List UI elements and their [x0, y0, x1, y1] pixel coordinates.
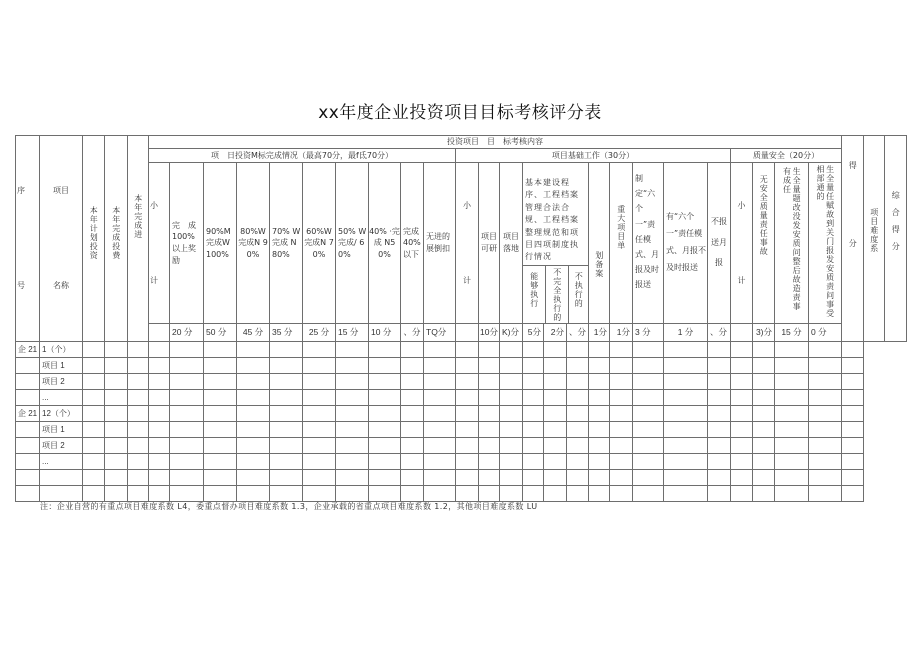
row-seq — [16, 438, 40, 454]
plan-invest-label: 本年计划投资 — [89, 206, 99, 260]
row-seq — [16, 390, 40, 406]
score-cell: 3)分 — [753, 324, 775, 342]
assessment-group-header: 投资项目 目 标考核内容 — [149, 136, 842, 149]
page-title: xx年度企业投资项目目标考核评分表 — [318, 103, 602, 123]
score-cell: 1 分 — [664, 324, 708, 342]
s2-col-partial-execute-label: 不完全执行的 — [552, 268, 562, 322]
subtotal-bottom: 计 — [463, 275, 471, 285]
s2-procedure-group — [523, 163, 589, 324]
s3-col-unreported-label: 生全量任赋故到关门报发安质责问事受相部通的 — [816, 165, 835, 318]
difficulty-label: 项目难度系 — [869, 208, 879, 253]
total-label: 综合得分 — [891, 191, 901, 259]
s1-col-50-60: 50% W完成/ 60% — [336, 163, 369, 324]
subtotal-bottom: 计 — [737, 275, 746, 285]
row-seq — [16, 422, 40, 438]
score-cell: 50 分 — [204, 324, 237, 342]
row-seq: 企 21 — [16, 342, 40, 358]
name-header — [40, 136, 83, 342]
score-cell: 0 分 — [809, 324, 842, 342]
s1-col-100plus: 完 成 100% 以上奖励 — [170, 163, 204, 324]
score-cell: 、分 — [708, 324, 731, 342]
name-header-bottom: 名称 — [53, 281, 69, 291]
name-header-top: 项目 — [53, 186, 69, 196]
table-row — [16, 422, 907, 438]
s2-col-six-one: 制定“六个一”责任模式、月报及时报送 — [633, 163, 664, 324]
section3-header: 质量安全（20分） — [731, 149, 842, 163]
score-cell: 10分 — [479, 324, 500, 342]
row-name[interactable] — [40, 486, 83, 502]
row-name[interactable]: 项目 1 — [40, 422, 83, 438]
s1-subtotal-score — [149, 324, 170, 342]
score-cell: 35 分 — [270, 324, 303, 342]
s1-col-70-80: 70% W 完成 N 80% — [270, 163, 303, 324]
table-row — [16, 486, 907, 502]
row-name[interactable] — [40, 470, 83, 486]
s1-col-no-progress: 无进的展倒扣 — [424, 163, 456, 324]
score-cell: 、分 — [567, 324, 589, 342]
score-cell: 15 分 — [336, 324, 369, 342]
table-row — [16, 438, 907, 454]
score-cell: 45 分 — [237, 324, 270, 342]
table-row — [16, 470, 907, 486]
score-cell: 20 分 — [170, 324, 204, 342]
row-name[interactable]: 项目 2 — [40, 438, 83, 454]
table-row — [16, 406, 907, 422]
row-name[interactable]: 项目 1 — [40, 358, 83, 374]
table-row — [16, 390, 907, 406]
done-invest-label: 本年完成投费 — [111, 206, 121, 260]
plan-invest-header — [83, 136, 105, 342]
seq-header-top: 序 — [17, 186, 25, 196]
row-name[interactable]: ... — [40, 390, 83, 406]
difficulty-header — [864, 136, 885, 342]
score-cell: 5分 — [523, 324, 544, 342]
s2-col-filing — [589, 163, 610, 324]
s2-col-partial-execute — [546, 266, 569, 323]
scoring-table — [15, 135, 907, 502]
section1-subtotal-header — [149, 163, 170, 324]
total-header — [885, 136, 907, 342]
table-row — [16, 358, 907, 374]
row-seq — [16, 486, 40, 502]
s3-col-no-accident — [753, 163, 775, 324]
done-progress-header — [128, 136, 149, 342]
s2-col-major-list-label: 重大项目单 — [616, 205, 626, 250]
section3-subtotal-header — [731, 163, 753, 324]
done-invest-header — [105, 136, 128, 342]
row-name[interactable]: ... — [40, 454, 83, 470]
s2-col-feasibility: 项目可研 — [479, 163, 500, 324]
row-seq: 企 21 — [16, 406, 40, 422]
subtotal-top: 小 — [463, 200, 471, 210]
score-cell: 15 分 — [775, 324, 809, 342]
s2-procedure-group-label: 基本建设程序、工程档案管理合法合规、工程档案整理规范和项目四项制度执行情况 — [523, 163, 588, 266]
score-cell: 1分 — [610, 324, 633, 342]
table-row — [16, 374, 907, 390]
s1-col-below40: 完成 40% 以下 — [401, 163, 424, 324]
s2-col-not-execute — [569, 266, 588, 323]
row-name[interactable]: 12（个） — [40, 406, 83, 422]
s1-col-40-50: 40% ·完成 N50% — [369, 163, 401, 324]
subtotal-top: 小 — [150, 200, 158, 210]
seq-header-bottom: 号 — [17, 281, 25, 291]
score-cell: 1分 — [589, 324, 610, 342]
row-seq — [16, 454, 40, 470]
subtotal-top: 小 — [737, 200, 746, 210]
s2-col-major-list — [610, 163, 633, 324]
s2-col-can-execute — [523, 266, 546, 323]
row-name[interactable]: 项目 2 — [40, 374, 83, 390]
footnote: 注：企业自营的有重点项目难度系数 L4，委重点督办项目难度系数 1.3，企业承载的省重点项目难度系数 1.2，其他项目难度系数 LU — [40, 502, 538, 511]
s2-col-not-execute-label: 不执行的 — [574, 272, 584, 308]
section1-header: 项 日投资M标完成情况（最高70分，最f氐70分） — [149, 149, 456, 163]
score-cell: 、分 — [401, 324, 424, 342]
s2-col-no-report: 不报送月报 — [708, 163, 731, 324]
s1-col-90-100: 90%M 完成W 100% — [204, 163, 237, 324]
s3-col-no-accident-label: 无安全质量责任事故 — [759, 175, 769, 256]
row-name[interactable]: 1（个） — [40, 342, 83, 358]
score-header — [842, 136, 864, 342]
s3-subtotal-score — [731, 324, 753, 342]
subtotal-bottom: 计 — [150, 275, 158, 285]
done-progress-label: 本年完成进 — [133, 194, 143, 239]
s2-col-six-one-late: 有“六个一”责任模式、月报不及时报送 — [664, 163, 708, 324]
section2-subtotal-header — [456, 163, 479, 324]
section2-header: 项目基础工作（30分） — [456, 149, 731, 163]
score-cell: TQ分 — [424, 324, 456, 342]
s3-col-rectified — [775, 163, 809, 324]
s2-col-filing-label: 划备案 — [594, 251, 604, 278]
score-cell: 2分 — [544, 324, 567, 342]
table-row — [16, 342, 907, 358]
score-cell: K)分 — [500, 324, 523, 342]
s2-subtotal-score — [456, 324, 479, 342]
s2-col-landing: 项目落地 — [500, 163, 523, 324]
s2-col-can-execute-label: 能够执行 — [529, 272, 539, 308]
s3-col-rectified-label: 生全量题改没发安质问整后故造责事有成任 — [782, 167, 802, 311]
row-seq — [16, 470, 40, 486]
row-seq — [16, 358, 40, 374]
table-row — [16, 454, 907, 470]
row-seq — [16, 374, 40, 390]
score-cell: 10 分 — [369, 324, 401, 342]
score-header-label: 得分 — [848, 160, 858, 317]
s3-col-unreported — [809, 163, 842, 324]
score-cell: 25 分 — [303, 324, 336, 342]
s1-col-80-90: 80%W 完成N 90% — [237, 163, 270, 324]
s1-col-60-70: 60%W 完成N 70% — [303, 163, 336, 324]
seq-header — [16, 136, 40, 342]
score-cell: 3 分 — [633, 324, 664, 342]
